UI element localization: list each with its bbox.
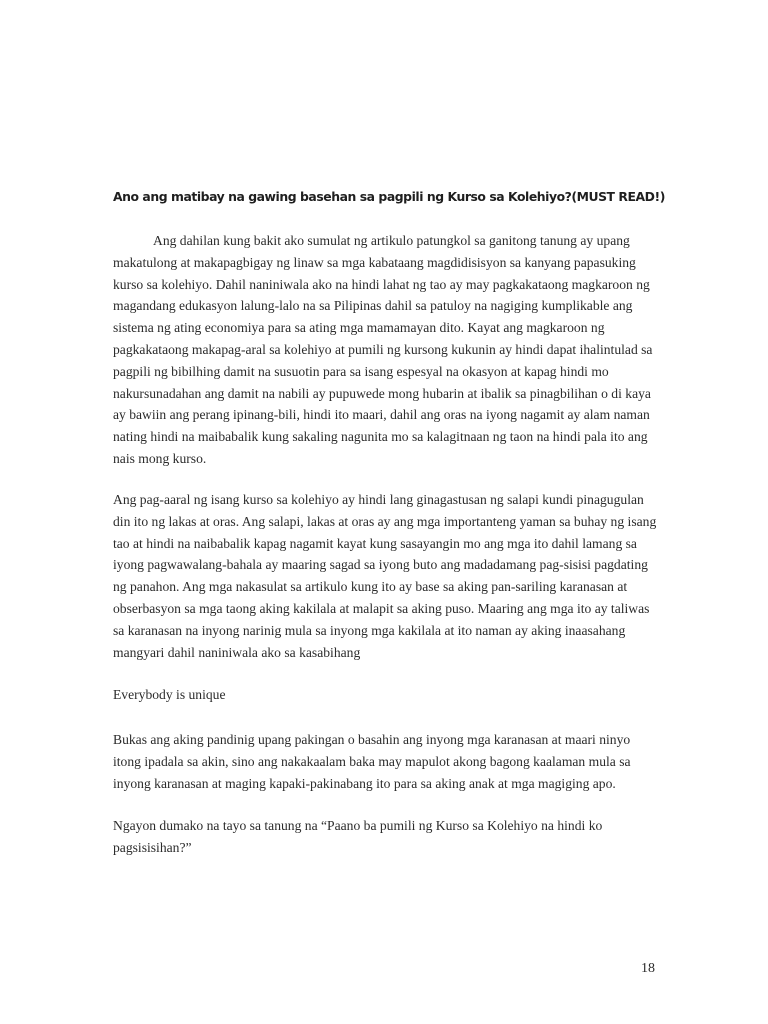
page-number: 18 [641,961,655,976]
paragraph-invitation: Bukas ang aking pandinig upang pakingan o basahin ang inyong mga karanasan at maari ninyo itong ipadala sa akin, sino ang nakakaalam baka may mapulot akong bagong kaalaman mula sa inyong karanasan at maging kapaki-pakinabang ito para sa aking anak at mga magiging apo. [113,732,631,791]
paragraph-resources: Ang pag-aaral ng isang kurso sa kolehiyo ay hindi lang ginagastusan ng salapi kundi pinagugulan din ito ng lakas at oras. Ang salapi, lakas at oras ay ang mga importanteng yaman sa buhay ng isang tao at hindi na naibabalik kapag nagamit kayat kung sasayangin mo ang mga ito dahil lamang sa iyong pagwawalang-bahala ay maaring sagad sa iyong buto ang madadamang pag-sisisi pagdating ng panahon. Ang mga nakasulat sa artikulo kung ito ay base sa aking pan-sariling karanasan at obserbasyon sa mga taong aking kakilala at malapit sa aking puso. Maaring ang mga ito ay taliwas sa karanasan na inyong narinig mula sa inyong mga kakilala at ito naman ay aking inaasahang mangyari dahil naniniwala ako sa kasabihang [113,492,657,660]
paragraph-saying: Everybody is unique [113,687,226,702]
paragraph-question: Ngayon dumako na tayo sa tanung na “Paano ba pumili ng Kurso sa Kolehiyo na hindi ko pagsisisihan?” [113,818,603,855]
paragraph-intro: Ang dahilan kung bakit ako sumulat ng artikulo patungkol sa ganitong tanung ay upang makatulong at makapagbigay ng linaw sa mga kabataang magdidisisyon sa kanyang papasuking kurso sa kolehiyo. Dahil naniniwala ako na hindi lahat ng tao ay may pagkakataong magkaroon ng magandang edukasyon lalung-lalo na sa Pilipinas dahil sa patuloy na nagiging kumplikable ang sistema ng ating economiya para sa ating mga mamamayan dito. Kayat ang magkaroon ng pagkakataong makapag-aral sa kolehiyo at pumili ng kursong kukunin ay hindi dapat ihalintulad sa pagpili ng bibilhing damit na susuotin para sa isang espesyal na okasyon at kapag hindi mo nakursunadahan ang damit na nabili ay pupuwede mong hubarin at ibalik sa pinagbilihan o di kaya ay bawiin ang perang ipinang-bili, hindi ito maari, dahil ang oras na iyong nagamit ay alam naman nating hindi na maibabalik kung sakaling nagunita mo sa kalagitnaan ng taon na hindi pala ito ang nais mong kurso. [113,233,653,466]
article-title: Ano ang matibay na gawing basehan sa pagpili ng Kurso sa Kolehiyo?(MUST READ!) [113,189,665,204]
